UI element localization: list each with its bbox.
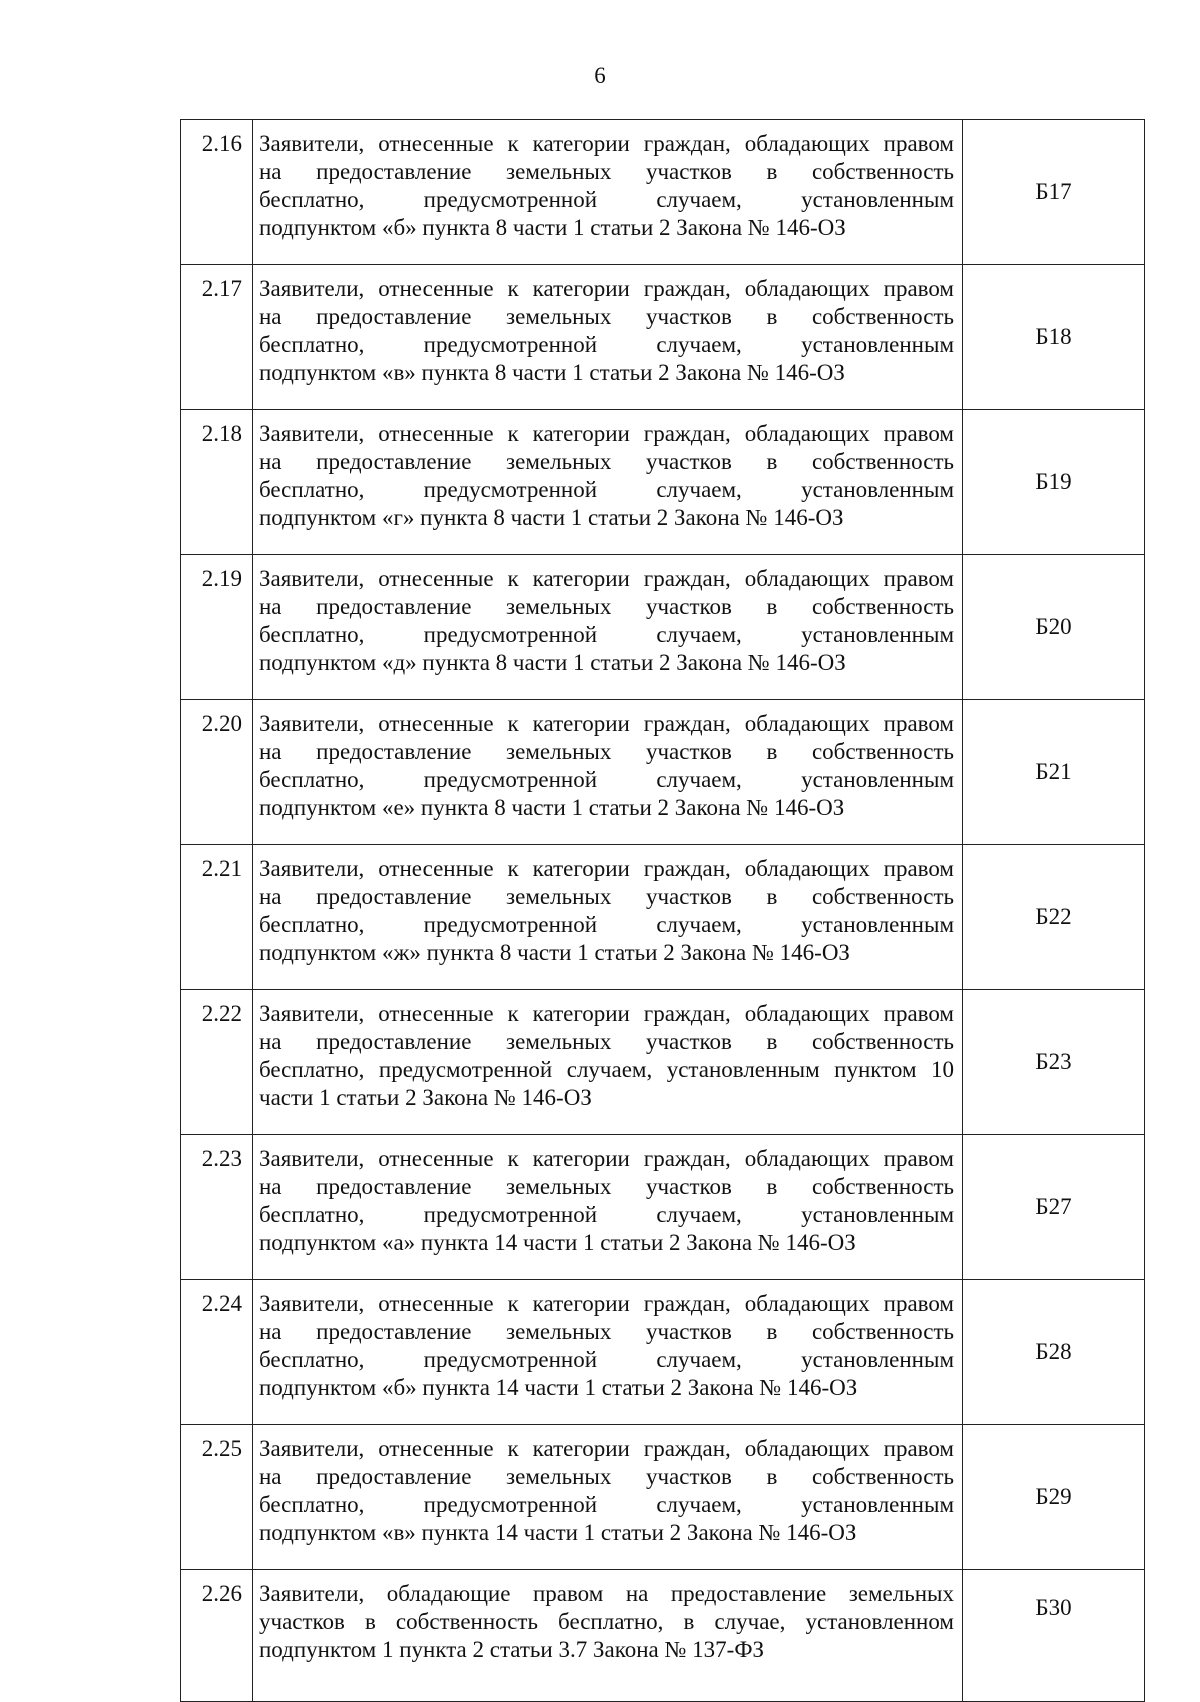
description-line: на предоставление земельных участков в собственность bbox=[259, 1029, 954, 1054]
row-description bbox=[253, 1135, 963, 1280]
description-line: Заявители, отнесенные к категории граждан, обладающих правом bbox=[259, 1146, 954, 1171]
row-description bbox=[253, 1280, 963, 1425]
description-line: на предоставление земельных участков в собственность bbox=[259, 304, 954, 329]
description-line: на предоставление земельных участков в собственность bbox=[259, 449, 954, 474]
row-description bbox=[253, 265, 963, 410]
row-number: 2.21 bbox=[181, 845, 253, 990]
description-line: бесплатно, предусмотренной случаем, установленным bbox=[259, 1202, 954, 1227]
row-code: Б23 bbox=[963, 990, 1145, 1135]
description-line: части 1 статьи 2 Закона № 146-ОЗ bbox=[259, 1085, 592, 1110]
row-description bbox=[253, 120, 963, 265]
row-code: Б19 bbox=[963, 410, 1145, 555]
row-code: Б18 bbox=[963, 265, 1145, 410]
description-line: бесплатно, предусмотренной случаем, установленным bbox=[259, 912, 954, 937]
description-line: бесплатно, предусмотренной случаем, установленным bbox=[259, 477, 954, 502]
description-line: на предоставление земельных участков в собственность bbox=[259, 739, 954, 764]
row-description bbox=[253, 1570, 963, 1702]
description-line: Заявители, отнесенные к категории граждан, обладающих правом bbox=[259, 856, 954, 881]
row-code: Б22 bbox=[963, 845, 1145, 990]
description-line: участков в собственность бесплатно, в случае, установленном bbox=[259, 1609, 954, 1634]
description-line: подпунктом 1 пункта 2 статьи 3.7 Закона № 137-ФЗ bbox=[259, 1637, 765, 1662]
table-row bbox=[181, 555, 1145, 700]
row-description bbox=[253, 410, 963, 555]
row-code: Б20 bbox=[963, 555, 1145, 700]
description-line: Заявители, отнесенные к категории граждан, обладающих правом bbox=[259, 276, 954, 301]
row-number: 2.18 bbox=[181, 410, 253, 555]
description-line: подпунктом «г» пункта 8 части 1 статьи 2 Закона № 146-ОЗ bbox=[259, 505, 844, 530]
table-body bbox=[181, 120, 1145, 1702]
row-description bbox=[253, 555, 963, 700]
table-row bbox=[181, 990, 1145, 1135]
table-row bbox=[181, 1425, 1145, 1570]
description-line: на предоставление земельных участков в собственность bbox=[259, 594, 954, 619]
description-line: подпунктом «б» пункта 14 части 1 статьи 2 Закона № 146-ОЗ bbox=[259, 1375, 858, 1400]
row-code: Б17 bbox=[963, 120, 1145, 265]
table-row bbox=[181, 1280, 1145, 1425]
row-number: 2.26 bbox=[181, 1570, 253, 1702]
table-row bbox=[181, 410, 1145, 555]
description-line: на предоставление земельных участков в собственность bbox=[259, 1464, 954, 1489]
row-code: Б30 bbox=[963, 1570, 1145, 1702]
description-line: на предоставление земельных участков в собственность bbox=[259, 159, 954, 184]
row-number: 2.20 bbox=[181, 700, 253, 845]
description-line: Заявители, отнесенные к категории граждан, обладающих правом bbox=[259, 1436, 954, 1461]
description-line: подпунктом «е» пункта 8 части 1 статьи 2 Закона № 146-ОЗ bbox=[259, 795, 845, 820]
page-number: 6 bbox=[594, 63, 606, 88]
table-row bbox=[181, 700, 1145, 845]
row-code: Б27 bbox=[963, 1135, 1145, 1280]
table-row bbox=[181, 845, 1145, 990]
description-line: Заявители, отнесенные к категории граждан, обладающих правом bbox=[259, 711, 954, 736]
row-description bbox=[253, 845, 963, 990]
description-line: на предоставление земельных участков в собственность bbox=[259, 884, 954, 909]
description-line: бесплатно, предусмотренной случаем, установленным bbox=[259, 187, 954, 212]
description-line: подпунктом «д» пункта 8 части 1 статьи 2 Закона № 146-ОЗ bbox=[259, 650, 846, 675]
row-number: 2.17 bbox=[181, 265, 253, 410]
row-number: 2.22 bbox=[181, 990, 253, 1135]
description-line: подпунктом «в» пункта 8 части 1 статьи 2 Закона № 146-ОЗ bbox=[259, 360, 845, 385]
table-row bbox=[181, 1135, 1145, 1280]
description-line: Заявители, отнесенные к категории граждан, обладающих правом bbox=[259, 131, 954, 156]
description-line: Заявители, отнесенные к категории граждан, обладающих правом bbox=[259, 1001, 954, 1026]
row-number: 2.16 bbox=[181, 120, 253, 265]
row-code: Б28 bbox=[963, 1280, 1145, 1425]
row-number: 2.19 bbox=[181, 555, 253, 700]
description-line: на предоставление земельных участков в собственность bbox=[259, 1174, 954, 1199]
row-number: 2.25 bbox=[181, 1425, 253, 1570]
description-line: Заявители, отнесенные к категории граждан, обладающих правом bbox=[259, 566, 954, 591]
row-description bbox=[253, 990, 963, 1135]
description-line: бесплатно, предусмотренной случаем, установленным bbox=[259, 622, 954, 647]
row-description bbox=[253, 1425, 963, 1570]
categories-table bbox=[180, 119, 1145, 1702]
description-line: подпунктом «б» пункта 8 части 1 статьи 2 Закона № 146-ОЗ bbox=[259, 215, 846, 240]
row-description bbox=[253, 700, 963, 845]
description-line: подпунктом «в» пункта 14 части 1 статьи 2 Закона № 146-ОЗ bbox=[259, 1520, 857, 1545]
description-line: Заявители, обладающие правом на предоставление земельных bbox=[259, 1581, 954, 1606]
description-line: на предоставление земельных участков в собственность bbox=[259, 1319, 954, 1344]
description-line: бесплатно, предусмотренной случаем, установленным bbox=[259, 332, 954, 357]
description-line: бесплатно, предусмотренной случаем, установленным bbox=[259, 767, 954, 792]
row-code: Б29 bbox=[963, 1425, 1145, 1570]
description-line: подпунктом «а» пункта 14 части 1 статьи 2 Закона № 146-ОЗ bbox=[259, 1230, 856, 1255]
description-line: бесплатно, предусмотренной случаем, установленным bbox=[259, 1347, 954, 1372]
row-code: Б21 bbox=[963, 700, 1145, 845]
description-line: бесплатно, предусмотренной случаем, установленным пунктом 10 bbox=[259, 1057, 954, 1082]
row-number: 2.24 bbox=[181, 1280, 253, 1425]
description-line: Заявители, отнесенные к категории граждан, обладающих правом bbox=[259, 1291, 954, 1316]
table-row bbox=[181, 120, 1145, 265]
row-number: 2.23 bbox=[181, 1135, 253, 1280]
table-row bbox=[181, 1570, 1145, 1702]
description-line: подпунктом «ж» пункта 8 части 1 статьи 2 Закона № 146-ОЗ bbox=[259, 940, 850, 965]
description-line: Заявители, отнесенные к категории граждан, обладающих правом bbox=[259, 421, 954, 446]
table-row bbox=[181, 265, 1145, 410]
description-line: бесплатно, предусмотренной случаем, установленным bbox=[259, 1492, 954, 1517]
